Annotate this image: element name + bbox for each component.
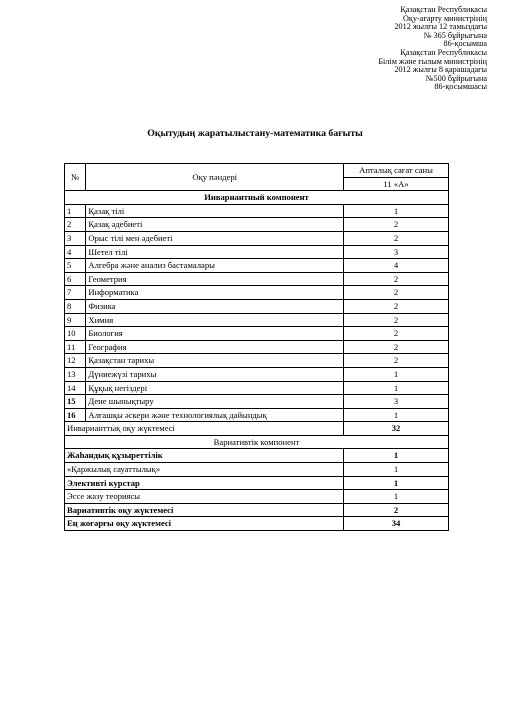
- table-row: [65, 381, 449, 395]
- variative-total-value: 2: [344, 503, 449, 517]
- row-number: 14: [65, 381, 86, 395]
- header-line: № 365 бұйрығына: [423, 30, 487, 40]
- table-row: [65, 490, 449, 504]
- total-row: [65, 503, 449, 517]
- table-row: [65, 408, 449, 422]
- subject-hours: 1: [344, 381, 449, 395]
- subject-hours: 2: [344, 286, 449, 300]
- document-header-block: [247, 6, 487, 92]
- variative-row-name: «Қаржылық сауаттылық»: [65, 463, 344, 477]
- subject-name: Қазақ тілі: [86, 204, 344, 218]
- header-line: Қазақстан Республикасы: [400, 47, 487, 57]
- header-line: 86-қосымша: [443, 39, 487, 49]
- max-total-label: Ең жоғарғы оқу жүктемесі: [65, 517, 344, 531]
- variative-row-hours: 1: [344, 449, 449, 463]
- table-row: [65, 299, 449, 313]
- subject-name: Шетел тілі: [86, 245, 344, 259]
- table-row: [65, 449, 449, 463]
- table-row: [65, 395, 449, 409]
- row-number: 6: [65, 272, 86, 286]
- header-line: Білім және ғылым министрінің: [378, 56, 487, 66]
- col-class-header: 11 «А»: [344, 177, 449, 191]
- curriculum-table: [64, 163, 449, 531]
- subject-name: Химия: [86, 313, 344, 327]
- table-row: [65, 327, 449, 341]
- table-row: [65, 367, 449, 381]
- variative-row-name: Элективті курстар: [65, 476, 344, 490]
- variative-row-hours: 1: [344, 490, 449, 504]
- variative-section-header: Вариативтік компонент: [65, 435, 449, 449]
- subject-name: Құқық негіздері: [86, 381, 344, 395]
- variative-row-name: Жаһандық құзыреттілік: [65, 449, 344, 463]
- table-row: [65, 245, 449, 259]
- max-total-value: 34: [344, 517, 449, 531]
- subject-name: Биология: [86, 327, 344, 341]
- subject-hours: 3: [344, 245, 449, 259]
- row-number: 16: [65, 408, 86, 422]
- subject-hours: 2: [344, 218, 449, 232]
- total-row: [65, 517, 449, 531]
- row-number: 8: [65, 299, 86, 313]
- col-subjects-header: Оқу пәндері: [86, 164, 344, 191]
- variative-row-hours: 1: [344, 476, 449, 490]
- table-row: [65, 354, 449, 368]
- variative-row-hours: 1: [344, 463, 449, 477]
- row-number: 9: [65, 313, 86, 327]
- subject-hours: 1: [344, 204, 449, 218]
- table-row: [65, 204, 449, 218]
- table-row: [65, 476, 449, 490]
- header-line: Қазақстан Республикасы: [400, 5, 487, 14]
- subject-hours: 2: [344, 299, 449, 313]
- subject-name: Алғашқы әскери және технологиялық дайындық: [86, 408, 344, 422]
- subject-name: Дене шынықтыру: [86, 395, 344, 409]
- subject-name: Физика: [86, 299, 344, 313]
- row-number: 2: [65, 218, 86, 232]
- subject-name: География: [86, 340, 344, 354]
- subject-hours: 2: [344, 231, 449, 245]
- header-line: 2012 жылғы 12 тамыздағы: [394, 22, 487, 32]
- section-row: [65, 435, 449, 449]
- header-line: Оқу-ағарту министрінің: [403, 13, 487, 23]
- header-line: №500 бұйрығына: [425, 73, 487, 83]
- variative-total-label: Вариативтік оқу жүктемесі: [65, 503, 344, 517]
- table-row: [65, 313, 449, 327]
- header-line: 2012 жылғы 8 қарашадағы: [394, 65, 487, 75]
- invariant-total-label: Инварианттық оқу жүктемесі: [65, 422, 344, 436]
- subject-name: Қазақстан тарихы: [86, 354, 344, 368]
- subject-name: Орыс тілі мен әдебиеті: [86, 231, 344, 245]
- row-number: 5: [65, 259, 86, 273]
- variative-row-name: Эссе жазу теориясы: [65, 490, 344, 504]
- invariant-section-header: Инварнантный компонент: [65, 191, 449, 205]
- table-row: [65, 231, 449, 245]
- subject-name: Геометрия: [86, 272, 344, 286]
- subject-hours: 1: [344, 408, 449, 422]
- header-line: 86-қосымшасы: [434, 82, 487, 92]
- table-row: [65, 272, 449, 286]
- subject-hours: 2: [344, 272, 449, 286]
- subject-hours: 2: [344, 327, 449, 341]
- subject-name: Дүниежүзі тарихы: [86, 367, 344, 381]
- table-row: [65, 218, 449, 232]
- subject-hours: 3: [344, 395, 449, 409]
- subject-hours: 2: [344, 354, 449, 368]
- col-hours-header: Апталық сағат саны: [344, 164, 449, 178]
- col-num-header: №: [65, 164, 86, 191]
- row-number: 15: [65, 395, 86, 409]
- subject-name: Информатика: [86, 286, 344, 300]
- row-number: 3: [65, 231, 86, 245]
- section-row: [65, 191, 449, 205]
- table-header-row: [65, 164, 449, 178]
- table-row: [65, 286, 449, 300]
- row-number: 11: [65, 340, 86, 354]
- subject-hours: 2: [344, 313, 449, 327]
- row-number: 4: [65, 245, 86, 259]
- row-number: 12: [65, 354, 86, 368]
- invariant-total-value: 32: [344, 422, 449, 436]
- subject-name: Қазақ әдебиеті: [86, 218, 344, 232]
- total-row: [65, 422, 449, 436]
- table-row: [65, 463, 449, 477]
- subject-name: Алгебра және анализ бастамалары: [86, 259, 344, 273]
- invariant-rows: [65, 204, 449, 422]
- table-row: [65, 340, 449, 354]
- subject-hours: 2: [344, 340, 449, 354]
- row-number: 1: [65, 204, 86, 218]
- document-title: Оқытудың жаратылыстану-математика бағыты: [147, 128, 363, 139]
- row-number: 13: [65, 367, 86, 381]
- table-row: [65, 259, 449, 273]
- subject-hours: 4: [344, 259, 449, 273]
- row-number: 7: [65, 286, 86, 300]
- row-number: 10: [65, 327, 86, 341]
- subject-hours: 1: [344, 367, 449, 381]
